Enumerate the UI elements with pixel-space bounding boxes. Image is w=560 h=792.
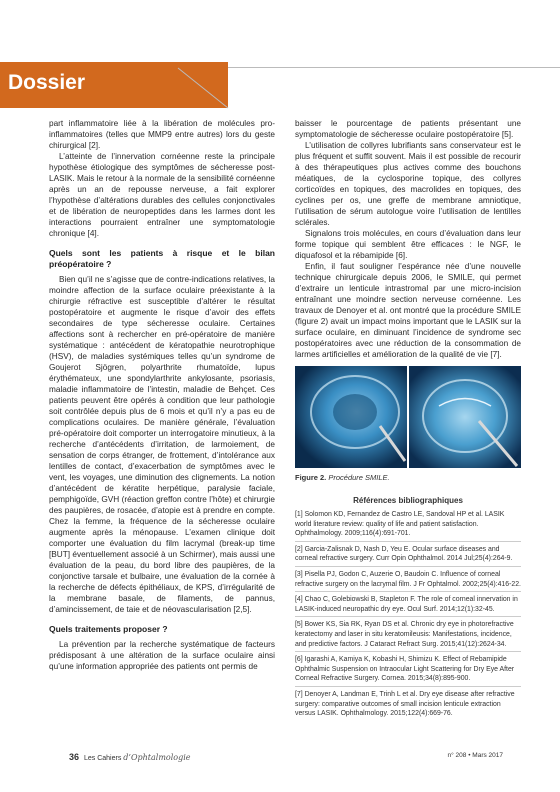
footer-left — [69, 752, 191, 762]
reference-item: [1] Solomon KD, Fernandez de Castro LE, Sandoval HP et al. LASIK world literature review: quality of life and patient satisfaction. Ophthalmology. 2009;116(4):691-701. — [295, 511, 505, 538]
reference-item: [6] Igarashi A, Kamiya K, Kobashi H, Shimizu K. Effect of Rebamipide Ophthalmic Suspension on Intraocular Light Scattering for Dry Eye After Corneal Refractive Surgery. Cornea. 2015;34(8):895-900. — [295, 656, 515, 683]
reference-divider — [295, 686, 521, 687]
references-list — [295, 510, 521, 719]
paragraph: L’utilisation de collyres lubrifiants sans conservateur est le plus fréquent et suffit souvent. Mais il est possible de recourir à des thérapeutiques plus actives comme des bouchons méatiques, de la cyclosporine topique, des collyres corticoïdes en topiques, des macrolides en topiques, des cyclines per os, une greffe de membrane amniotique, l’utilisation de sérum autologue voire l’utilisation de lentilles sclérales. — [295, 141, 521, 227]
figure-caption-text: Procédure SMILE. — [328, 473, 390, 482]
paragraph: baisser le pourcentage de patients présentant une symptomatologie de sécheresse oculaire postopératoire [5]. — [295, 119, 521, 139]
reference-divider — [295, 591, 521, 592]
journal-brand: d’Ophtalmologie — [123, 753, 191, 762]
right-column — [295, 118, 521, 719]
header-divider — [228, 67, 560, 68]
left-column — [49, 118, 275, 672]
section-title: Dossier — [8, 71, 86, 94]
reference-divider — [295, 616, 521, 617]
journal-name: Les Cahiers — [83, 755, 122, 762]
section-heading: Quels sont les patients à risque et le bilan préopératoire ? — [49, 248, 275, 269]
reference-item: [5] Bower KS, Sia RK, Ryan DS et al. Chronic dry eye in photorefractive keratectomy and laser in situ keratomileusis: Manifestations, incidence, and predictive factors. J Cataract Refract Surg. 2015;41(12):2624-34. — [295, 621, 514, 648]
reference-item: [2] Garcia-Zalisnak D, Nash D, Yeu E. Ocular surface diseases and corneal refractive surgery. Curr Opin Ophthalmol. 2014 Jul;25(4):264-9. — [295, 545, 513, 563]
paragraph: Enfin, il faut souligner l’espérance née d’une nouvelle technique chirurgicale depuis 2006, le SMILE, qui permet d’extraire un lenticule intrastromal par une micro-incision entraînant une moindre section nerveuse cornéenne. Les travaux de Denoyer et al. ont montré que la procédure SMILE (figure 2) avait un impact moins important que le LASIK sur la surface oculaire, en diminuant l’incidence de syndrome sec postopératoires avec une réduction de la consommation de larmes artificielles et amélioration de la qualité de vie [7]. — [295, 262, 521, 359]
paragraph: part inflammatoire liée à la libération de molécules pro-inflammatoires (telles que MMP9 entre autres) lors du geste chirurgical [2]. — [49, 119, 275, 150]
references-title: Références bibliographiques — [353, 496, 463, 505]
figure-photo-right — [409, 366, 521, 468]
figure-smile-procedure — [295, 366, 521, 468]
reference-item: [7] Denoyer A, Landman E, Trinh L et al. Dry eye disease after refractive surgery: comparative outcomes of small incision lenticule extraction versus LASIK. Ophthalmology. 2015;122(4):669-76. — [295, 690, 515, 718]
reference-item: [3] Pisella PJ, Godon C, Auzerie O, Baudoin C. Influence of corneal refractive surgery on the lacrymal film. J Fr Ophtalmol. 2002;25(4):416-22. — [295, 570, 521, 588]
figure-label: Figure 2. — [295, 473, 327, 482]
figure-photo-left — [295, 366, 407, 468]
figure-caption — [295, 472, 521, 483]
reference-item: [4] Chao C, Golebiowski B, Stapleton F. The role of corneal innervation in LASIK-induced neuropathic dry eye. Ocul Surf. 2014;12(1):32-45. — [295, 596, 518, 613]
header-diagonal-decoration — [170, 66, 230, 110]
page-number: 36 — [69, 752, 80, 762]
issue-info: n° 208 • Mars 2017 — [447, 752, 503, 759]
paragraph: Signalons trois molécules, en cours d’évaluation dans leur forme topique qui semblent être efficaces : le NGF, le diquafosol et la rébamipide [6]. — [295, 229, 521, 260]
section-heading: Quels traitements proposer ? — [49, 624, 168, 634]
reference-divider — [295, 651, 521, 652]
reference-divider — [295, 566, 521, 567]
paragraph: L’atteinte de l’innervation cornéenne reste la principale hypothèse étiologique des symptômes de sécheresse post-LASIK. Mais le retour à la normale de la sensibilité cornéenne après un an de repousse nerveuse, a fait explorer l’hypothèse d’altérations durables des cellules conjonctivales et de libération de neuropeptides dans les larmes dont les interactions pourraient entraîner une symptomatologie chronique [4]. — [49, 152, 275, 238]
paragraph: La prévention par la recherche systématique de facteurs prédisposant à une altération de la surface oculaire ainsi qu’une information appropriée des patients ont permis de — [49, 640, 275, 671]
reference-divider — [295, 541, 521, 542]
paragraph: Bien qu’il ne s’agisse que de contre-indications relatives, la moindre affection de la surface oculaire préexistante à la chirurgie réfractive est susceptible d’altérer le résultat postopératoire et augmente le risque d’avoir des effets secondaires de type sécheresse oculaire. Certaines affections sont à rechercher en pré-opératoire de manière systématique : antécédent de kératopathie neurotrophique (HSV), de maladies systémiques telles qu’un syndrome de Goujerot Sjögren, polyarthrite rhumatoïde, lupus érythémateux, une spondylarthrite ankylosante, psoriasis, maladie inflammatoire de l’intestin, maladie de Behçet. Ces patients peuvent être opérés à condition que leur pathologie soit contrôlée depuis plus de 6 mois et qu’il n’y a pas eu de complications oculaires. De manière générale, l’évaluation pré-opératoire doit comporter un interrogatoire minutieux, à la recherche d’antécédents d’irritation, de larmoiement, de sensation de corps étranger, de frottement, d’intolérance aux lentilles de contact, d’exacerbation de symptômes avec le vent, les voyages, une diminution des clignements. La notion d’antécédent de kératite herpétique, paralysie faciale, pemphigoïde, GVH (réaction greffon contre l’hôte) et chirurgie des paupières, de rosacée, d’atopie est à prendre en compte. Chez la femme, la fréquence de la sécheresse oculaire augmente après la ménopause. L’examen clinique doit comporter une évaluation du film lacrymal (break-up time [BUT] éventuellement associé à un Schirmer), mais aussi une évaluation de la peau, du bord libre des paupières, de la conjonctive tarsale et bulbaire, une évaluation de la cornée à la recherche de défects épithéliaux, de KPS, d’irrégularité de la membrane basale, de filaments, de pannus, d’amincissement, de taie et de néovascularisation [2,5]. — [49, 275, 275, 614]
